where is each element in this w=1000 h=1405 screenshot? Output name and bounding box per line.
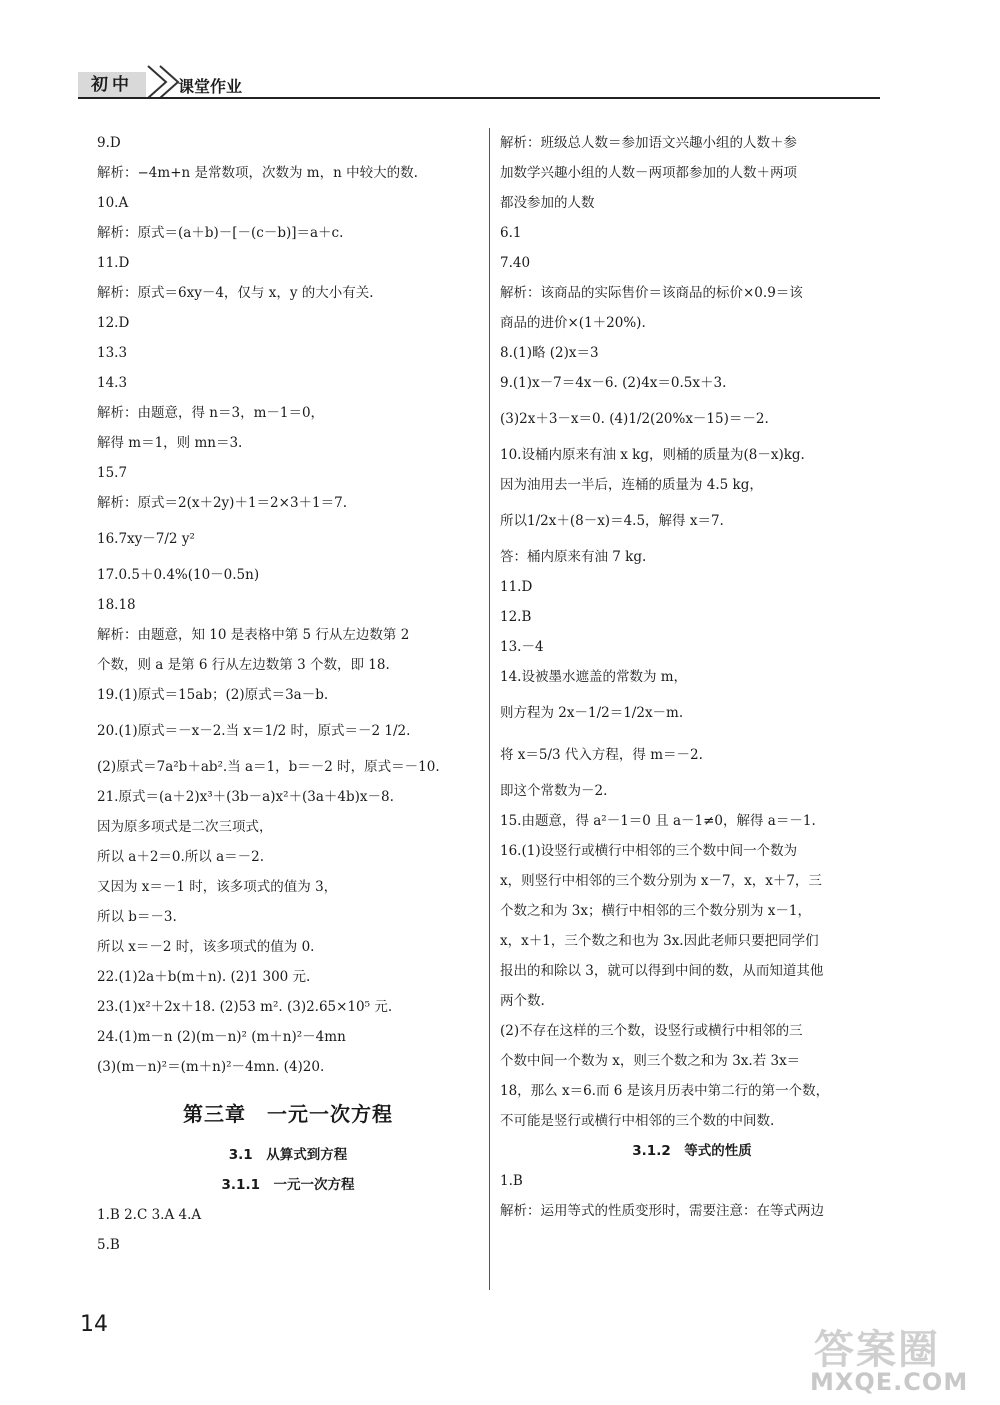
answer-line: 22.(1)2a＋b(m＋n). (2)1 300 元.	[97, 969, 311, 985]
answer-line: 解析：该商品的实际售价＝该商品的标价×0.9＝该	[500, 285, 803, 301]
column-divider	[489, 128, 490, 1290]
answer-line: 加数学兴趣小组的人数－两项都参加的人数＋两项	[500, 165, 797, 181]
answer-line: 个数之和为 3x；横行中相邻的三个数分别为 x－1，	[500, 903, 811, 919]
answer-line: 17.0.5＋0.4%(10－0.5n)	[97, 567, 260, 583]
answer-line: 答：桶内原来有油 7 kg.	[500, 549, 647, 565]
answer-line: 12.B	[500, 609, 532, 625]
answer-line: 23.(1)x²＋2x＋18. (2)53 m². (3)2.65×10⁵ 元.	[97, 999, 393, 1015]
answer-line: 解析：原式＝(a＋b)－[－(c－b)]＝a＋c.	[97, 225, 344, 241]
answer-line: 因为原多项式是二次三项式，	[97, 819, 273, 835]
answer-line: 因为油用去一半后，连桶的质量为 4.5 kg，	[500, 477, 763, 493]
answer-line: 所以 x＝－2 时，该多项式的值为 0.	[97, 939, 315, 955]
answer-line: (2)不存在这样的三个数，设竖行或横行中相邻的三	[500, 1023, 803, 1039]
answer-line: 解析：原式＝6xy－4，仅与 x，y 的大小有关.	[97, 285, 374, 301]
answer-line: (3)2x＋3－x＝0. (4)1/2(20%x－15)＝－2.	[500, 411, 769, 427]
left-column	[97, 128, 479, 1260]
answer-line: (3)(m－n)²＝(m＋n)²－4mn. (4)20.	[97, 1059, 325, 1075]
header-title: 课堂作业	[178, 77, 243, 96]
watermark-logo	[800, 1318, 990, 1398]
subsection-title: 3.1.1 一元一次方程	[221, 1177, 355, 1193]
answer-line: 11.D	[500, 579, 533, 595]
answer-line: 5.B	[97, 1237, 120, 1253]
answer-line: 8.(1)略 (2)x＝3	[500, 345, 599, 361]
answer-line: (2)原式＝7a²b＋ab².当 a＝1，b＝－2 时，原式＝－10.	[97, 759, 440, 775]
answer-line: 11.D	[97, 255, 130, 271]
answer-line: 13.3	[97, 345, 128, 361]
answer-line: 解析：由题意，得 n＝3，m－1＝0，	[97, 405, 325, 421]
answer-line: 解析：运用等式的性质变形时，需要注意：在等式两边	[500, 1203, 824, 1219]
answer-line: 10.设桶内原来有油 x kg，则桶的质量为(8－x)kg.	[500, 447, 805, 463]
answer-line: 解得 m＝1，则 mn＝3.	[97, 435, 243, 451]
subsection-title: 3.1.2 等式的性质	[632, 1143, 752, 1159]
answer-line: 解析：原式＝2(x＋2y)＋1＝2×3＋1＝7.	[97, 495, 348, 511]
answer-line: 10.A	[97, 195, 129, 211]
answer-line: 6.1	[500, 225, 522, 241]
answer-line: 将 x＝5/3 代入方程，得 m＝－2.	[500, 747, 703, 763]
answer-line: 则方程为 2x－1/2＝1/2x－m.	[500, 705, 684, 721]
header-rule	[78, 97, 880, 99]
answer-line: 9.(1)x－7＝4x－6. (2)4x＝0.5x＋3.	[500, 375, 727, 391]
answer-line: 7.40	[500, 255, 531, 271]
answer-line: 又因为 x＝－1 时，该多项式的值为 3，	[97, 879, 338, 895]
header-badge: 初中	[78, 72, 146, 98]
answer-line: 1.B	[500, 1173, 523, 1189]
answer-line: x，则竖行中相邻的三个数分别为 x－7，x，x＋7，三	[500, 873, 822, 889]
answer-line: 16.(1)设竖行或横行中相邻的三个数中间一个数为	[500, 843, 798, 859]
answer-line: 都没参加的人数	[500, 195, 595, 211]
answer-line: 不可能是竖行或横行中相邻的三个数的中间数.	[500, 1113, 775, 1129]
answer-line: 解析：−4m+n 是常数项，次数为 m，n 中较大的数.	[97, 165, 418, 181]
answer-line: 12.D	[97, 315, 130, 331]
answer-line: 个数，则 a 是第 6 行从左边数第 3 个数，即 18.	[97, 657, 390, 673]
answer-line: 21.原式＝(a＋2)x³＋(3b－a)x²＋(3a＋4b)x－8.	[97, 789, 394, 805]
chapter-title: 第三章 一元一次方程	[183, 1102, 393, 1126]
answer-line: 所以1/2x＋(8－x)＝4.5，解得 x＝7.	[500, 513, 724, 529]
page-number: 14	[80, 1312, 108, 1337]
answer-line: 14.3	[97, 375, 128, 391]
page-header	[78, 62, 880, 100]
answer-line: 报出的和除以 3，就可以得到中间的数，从而知道其他	[500, 963, 824, 979]
section-title: 3.1 从算式到方程	[228, 1147, 348, 1163]
answer-line: 15.7	[97, 465, 128, 481]
answer-line: 13.－4	[500, 639, 544, 655]
answer-line: 15.由题意，得 a²－1＝0 且 a－1≠0，解得 a＝－1.	[500, 813, 816, 829]
answer-line: 解析：班级总人数＝参加语文兴趣小组的人数＋参	[500, 135, 797, 151]
answer-line: 18.18	[97, 597, 136, 613]
answer-line: 14.设被墨水遮盖的常数为 m，	[500, 669, 688, 685]
answer-line: 所以 a＋2＝0.所以 a＝－2.	[97, 849, 265, 865]
answer-line: 20.(1)原式＝－x－2.当 x＝1/2 时，原式＝－2 1/2.	[97, 723, 411, 739]
answer-line: 即这个常数为－2.	[500, 783, 608, 799]
answer-line: 解析：由题意，知 10 是表格中第 5 行从左边数第 2	[97, 627, 410, 643]
answer-line: 两个数.	[500, 993, 545, 1009]
answer-line: 18，那么 x＝6.而 6 是该月历表中第二行的第一个数，	[500, 1083, 830, 1099]
answer-line: 所以 b＝－3.	[97, 909, 177, 925]
answer-line: x，x＋1，三个数之和也为 3x.因此老师只要把同学们	[500, 933, 819, 949]
answer-line: 1.B 2.C 3.A 4.A	[97, 1207, 202, 1223]
answer-line: 16.7xy－7/2 y²	[97, 531, 195, 547]
answer-line: 商品的进价×(1＋20%).	[500, 315, 646, 331]
answer-line: 个数中间一个数为 x，则三个数之和为 3x.若 3x＝	[500, 1053, 801, 1069]
answer-line: 24.(1)m－n (2)(m－n)² (m＋n)²－4mn	[97, 1029, 346, 1045]
answer-line: 9.D	[97, 135, 121, 151]
answer-line: 19.(1)原式＝15ab；(2)原式＝3a－b.	[97, 687, 329, 703]
right-column	[500, 128, 884, 1226]
watermark-text: 答案圈	[814, 1327, 940, 1373]
watermark-url: MXQE.COM	[810, 1368, 969, 1396]
